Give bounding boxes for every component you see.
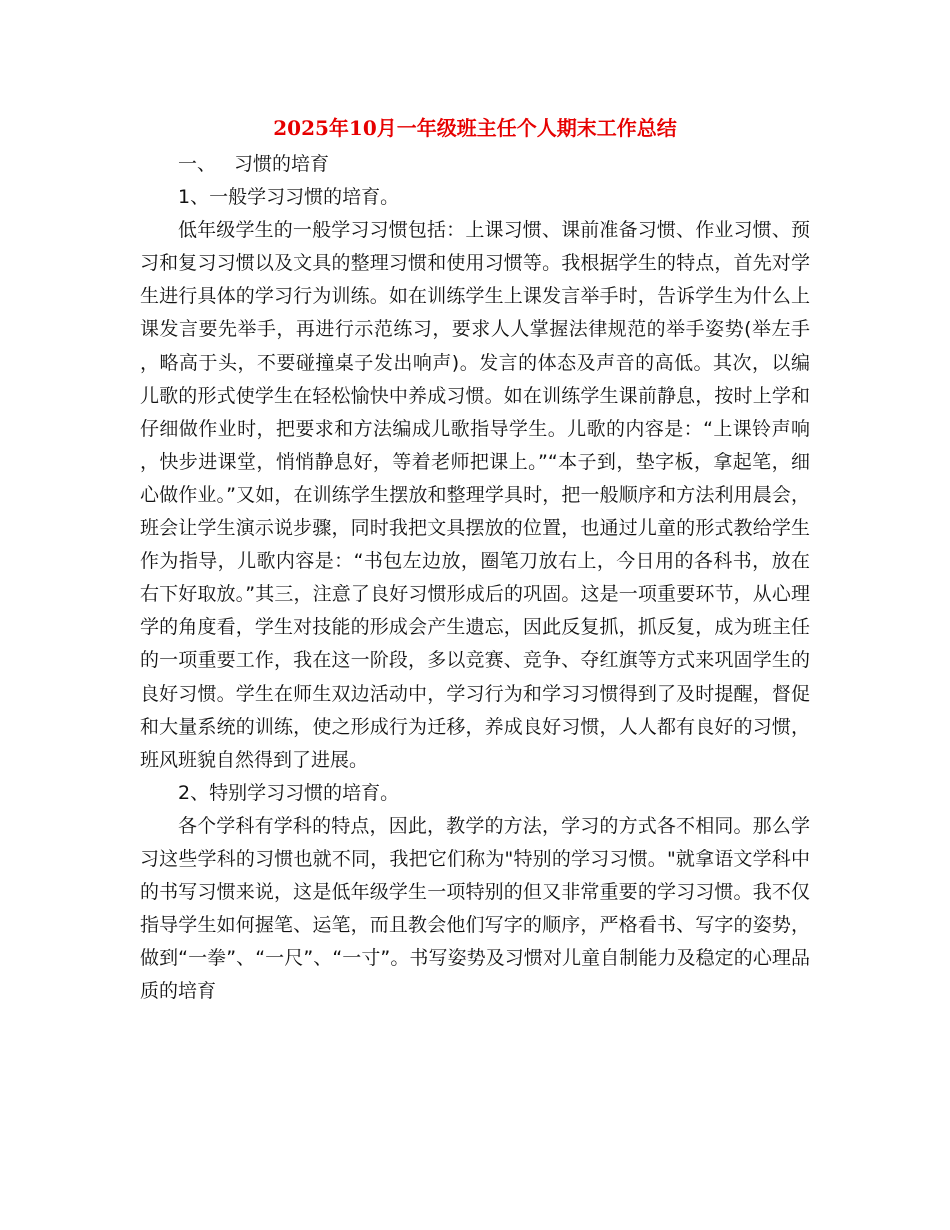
paragraph-special-habits: 各个学科有学科的特点，因此，教学的方法，学习的方式各不相同。那么学习这些学科的习惯也就不同，我把它们称为"特别的学习习惯。"就拿语文学科中的书写习惯来说，这是低年级学生一项特别的但又非常重要的学习习惯。我不仅指导学生如何握笔、运笔，而且教会他们写字的顺序，严格看书、写字的姿势，做到“一拳”、“一尺”、“一寸”。书写姿势及习惯对儿童自制能力及稳定的心理品质的培育 — [140, 814, 810, 1003]
section-number: 一、 — [178, 153, 217, 175]
paragraph-general-habits: 低年级学生的一般学习习惯包括：上课习惯、课前准备习惯、作业习惯、预习和复习习惯以及文具的整理习惯和使用习惯等。我根据学生的特点，首先对学生进行具体的学习行为训练。如在训练学生上课发言举手时，告诉学生为什么上课发言要先举手，再进行示范练习，要求人人掌握法律规范的举手姿势(举左手，略高于头，不要碰撞桌子发出响声)。发言的体态及声音的高低。其次，以编儿歌的形式使学生在轻松愉快中养成习惯。如在训练学生课前静息，按时上学和仔细做作业时，把要求和方法编成儿歌指导学生。儿歌的内容是：“上课铃声响，快步进课堂，悄悄静息好，等着老师把课上。”“本子到，垫字板，拿起笔，细心做作业。”又如，在训练学生摆放和整理学具时，把一般顺序和方法利用晨会，班会让学生演示说步骤，同时我把文具摆放的位置，也通过儿童的形式教给学生作为指导，儿歌内容是：“书包左边放，圈笔刀放右上，今日用的各科书，放在右下好取放。”其三，注意了良好习惯形成后的巩固。这是一项重要环节，从心理学的角度看，学生对技能的形成会产生遗忘，因此反复抓，抓反复，成为班主任的一项重要工作，我在这一阶段，多以竞赛、竞争、夺红旗等方式来巩固学生的良好习惯。学生在师生双边活动中，学习行为和学习习惯得到了及时提醒，督促和大量系统的训练，使之形成行为迁移，养成良好习惯，人人都有良好的习惯，班风班貌自然得到了进展。 — [140, 219, 810, 771]
section-title: 习惯的培育 — [234, 153, 330, 175]
subsection-heading-1: 1、一般学习习惯的培育。 — [178, 186, 400, 209]
document-title: 2025年10月一年级班主任个人期末工作总结 — [273, 116, 677, 140]
document-body — [140, 148, 810, 1008]
subsection-heading-2: 2、特别学习习惯的培育。 — [178, 781, 400, 804]
section-heading-1 — [140, 148, 810, 181]
